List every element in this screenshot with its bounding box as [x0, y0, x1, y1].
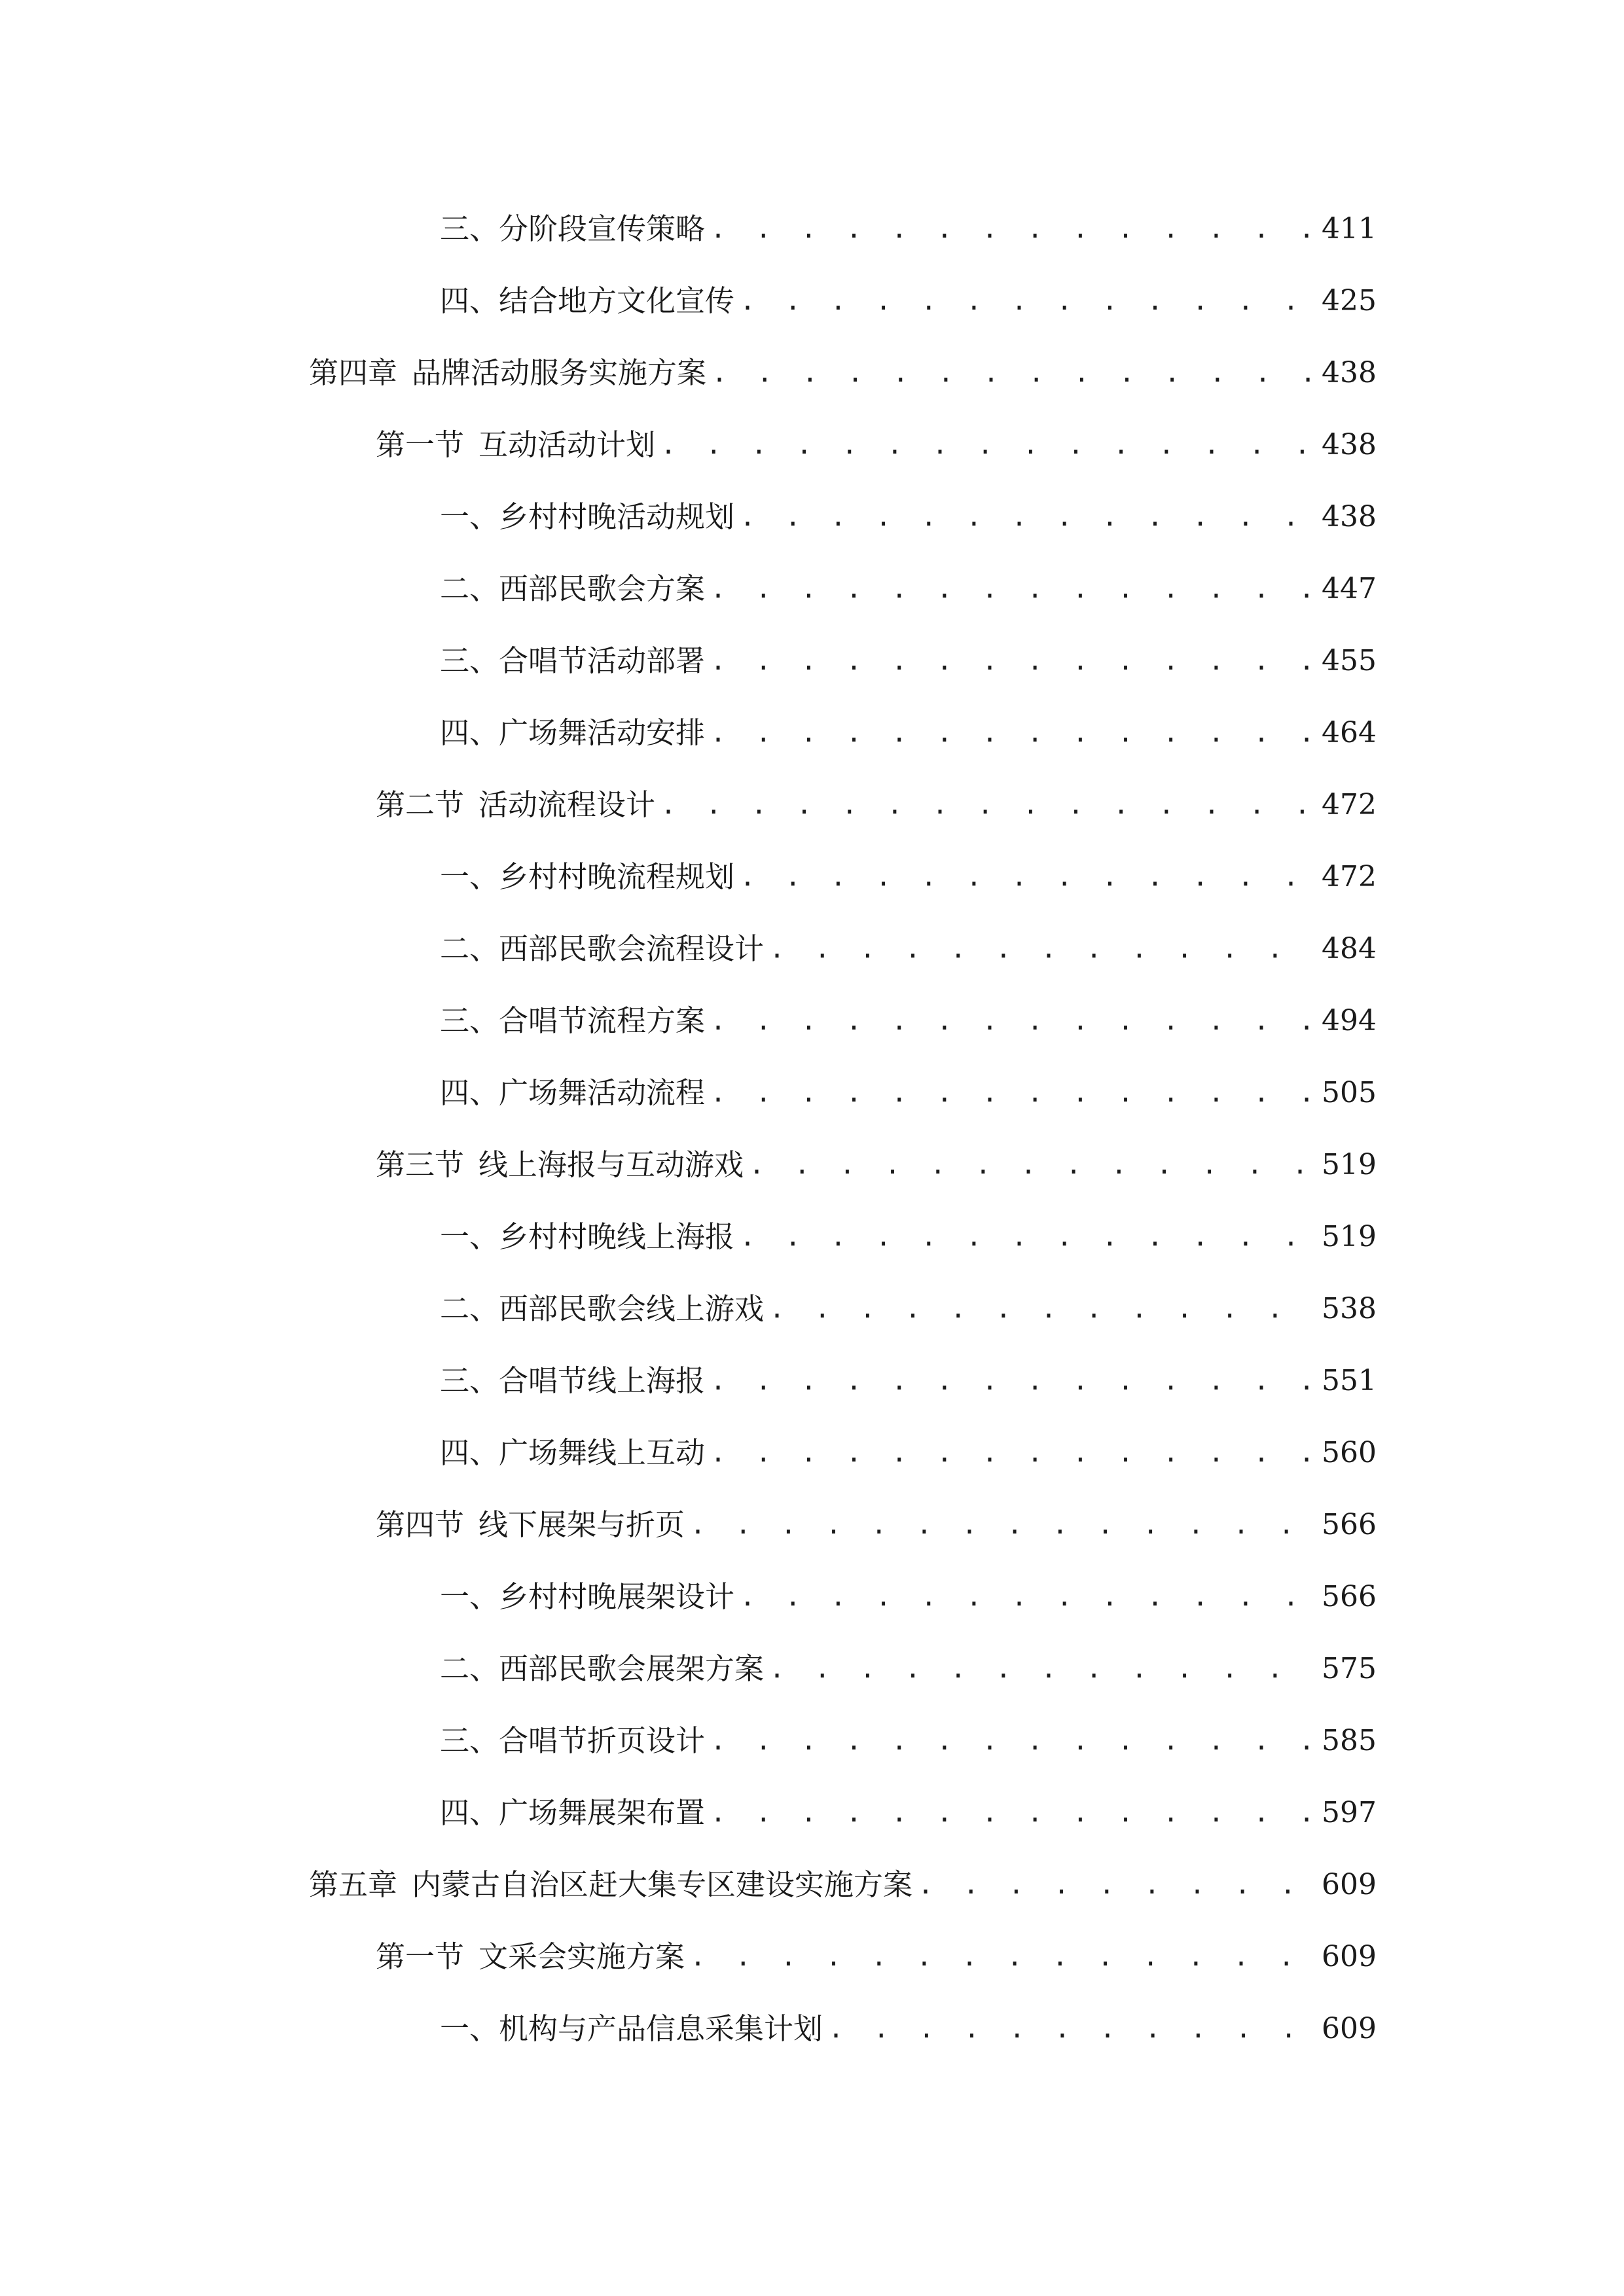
- toc-entry-page: 464: [1322, 716, 1377, 749]
- dot-leader: [740, 1211, 1312, 1263]
- toc-entry-page: 560: [1322, 1436, 1377, 1469]
- toc-entry-number: 一、: [440, 1579, 499, 1614]
- dot-leader: [710, 1787, 1312, 1839]
- toc-entry-number: 四、: [440, 1075, 499, 1110]
- dot-leader: [710, 563, 1312, 615]
- toc-entry-title: 广场舞活动流程: [499, 1075, 706, 1110]
- toc-entry-title: 内蒙古自治区赶大集专区建设实施方案: [412, 1867, 913, 1902]
- toc-entry-number: 一、: [440, 2011, 499, 2046]
- toc-entry[interactable]: [440, 1643, 1377, 1695]
- dot-leader: [710, 203, 1312, 255]
- toc-section-entry[interactable]: [376, 1499, 1377, 1551]
- toc-entry-number: 三、: [440, 1003, 499, 1038]
- toc-entry-number: 三、: [440, 1363, 499, 1398]
- toc-entry-page: 425: [1322, 284, 1377, 317]
- toc-entry-number: 二、: [440, 1651, 499, 1686]
- toc-entry-number: 第四章: [309, 355, 398, 390]
- dot-leader: [710, 995, 1312, 1047]
- dot-leader: [712, 347, 1312, 399]
- toc-entry-title: 活动流程设计: [478, 787, 656, 822]
- toc-entry-title: 乡村村晚流程规划: [499, 859, 735, 894]
- toc-entry[interactable]: [440, 851, 1377, 903]
- toc-entry-title: 广场舞活动安排: [499, 715, 706, 750]
- toc-entry[interactable]: [440, 563, 1377, 615]
- toc-entry-number: 第三节: [376, 1147, 465, 1182]
- dot-leader: [740, 851, 1312, 903]
- toc-entry-title: 结合地方文化宣传: [499, 283, 735, 318]
- toc-entry-page: 585: [1322, 1724, 1377, 1757]
- toc-entry-number: 第五章: [309, 1867, 398, 1902]
- dot-leader: [740, 1571, 1312, 1623]
- toc-entry-page: 438: [1322, 428, 1377, 461]
- dot-leader: [740, 275, 1312, 327]
- toc-entry[interactable]: [440, 1571, 1377, 1623]
- toc-section-entry[interactable]: [376, 1931, 1377, 1983]
- toc-entry-title: 互动活动计划: [478, 427, 656, 462]
- toc-entry-number: 四、: [440, 715, 499, 750]
- toc-entry-page: 411: [1322, 212, 1377, 245]
- toc-entry-number: 三、: [440, 643, 499, 678]
- toc-entry-page: 484: [1322, 932, 1377, 965]
- toc-entry-page: 609: [1322, 1940, 1377, 1973]
- toc-entry-number: 四、: [440, 1795, 499, 1830]
- toc-entry-page: 538: [1322, 1292, 1377, 1325]
- dot-leader: [660, 419, 1312, 471]
- toc-entry-page: 566: [1322, 1580, 1377, 1613]
- toc-entry[interactable]: [440, 707, 1377, 759]
- toc-entry-title: 合唱节折页设计: [499, 1723, 706, 1758]
- toc-entry-title: 乡村村晚活动规划: [499, 499, 735, 534]
- toc-section-entry[interactable]: [376, 779, 1377, 831]
- toc-entry-number: 二、: [440, 1291, 499, 1326]
- toc-entry-title: 文采会实施方案: [478, 1939, 685, 1974]
- toc-entry-title: 合唱节线上海报: [499, 1363, 706, 1398]
- toc-entry-page: 597: [1322, 1796, 1377, 1829]
- toc-entry-page: 438: [1322, 500, 1377, 533]
- dot-leader: [749, 1139, 1312, 1191]
- dot-leader: [710, 1067, 1312, 1119]
- toc-entry-title: 分阶段宣传策略: [499, 211, 706, 246]
- toc-entry-title: 西部民歌会流程设计: [499, 931, 765, 966]
- toc-entry-number: 四、: [440, 1435, 499, 1470]
- toc-section-entry[interactable]: [376, 419, 1377, 471]
- toc-chapter-entry[interactable]: [309, 1859, 1377, 1911]
- toc-entry-page: 609: [1322, 1868, 1377, 1901]
- toc-entry-page: 519: [1322, 1220, 1377, 1253]
- toc-entry-number: 第一节: [376, 427, 465, 462]
- toc-entry-page: 494: [1322, 1004, 1377, 1037]
- toc-entry-number: 第一节: [376, 1939, 465, 1974]
- toc-entry-number: 一、: [440, 1219, 499, 1254]
- dot-leader: [918, 1859, 1312, 1911]
- dot-leader: [710, 635, 1312, 687]
- toc-entry-number: 三、: [440, 211, 499, 246]
- toc-entry-page: 472: [1322, 860, 1377, 893]
- toc-entry-page: 438: [1322, 356, 1377, 389]
- toc-entry-page: 519: [1322, 1148, 1377, 1181]
- toc-entry-number: 三、: [440, 1723, 499, 1758]
- toc-entry-page: 575: [1322, 1652, 1377, 1685]
- toc-entry-number: 四、: [440, 283, 499, 318]
- toc-entry[interactable]: [440, 1067, 1377, 1119]
- toc-entry-title: 线下展架与折页: [478, 1507, 685, 1542]
- dot-leader: [769, 923, 1312, 975]
- toc-entry-title: 西部民歌会展架方案: [499, 1651, 765, 1686]
- toc-entry-page: 447: [1322, 572, 1377, 605]
- toc-entry-number: 二、: [440, 571, 499, 606]
- toc-entry-title: 线上海报与互动游戏: [478, 1147, 744, 1182]
- dot-leader: [740, 491, 1312, 543]
- toc-entry-number: 二、: [440, 931, 499, 966]
- toc-entry[interactable]: [440, 1211, 1377, 1263]
- toc-entry-page: 455: [1322, 644, 1377, 677]
- toc-entry[interactable]: [440, 1427, 1377, 1479]
- toc-entry-page: 551: [1322, 1364, 1377, 1397]
- toc-entry-title: 广场舞展架布置: [499, 1795, 706, 1830]
- toc-entry-page: 505: [1322, 1076, 1377, 1109]
- toc-entry-title: 广场舞线上互动: [499, 1435, 706, 1470]
- dot-leader: [769, 1643, 1312, 1695]
- dot-leader: [710, 1715, 1312, 1767]
- toc-section-entry[interactable]: [376, 1139, 1377, 1191]
- dot-leader: [828, 2003, 1312, 2055]
- toc-entry-title: 合唱节活动部署: [499, 643, 706, 678]
- toc-entry-title: 西部民歌会线上游戏: [499, 1291, 765, 1326]
- toc-entry-number: 一、: [440, 499, 499, 534]
- toc-entry-title: 合唱节流程方案: [499, 1003, 706, 1038]
- toc-entry[interactable]: [440, 1355, 1377, 1407]
- dot-leader: [690, 1931, 1312, 1983]
- toc-entry[interactable]: [440, 491, 1377, 543]
- toc-entry[interactable]: [440, 203, 1377, 255]
- toc-entry[interactable]: [440, 2003, 1377, 2055]
- toc-entry[interactable]: [440, 635, 1377, 687]
- toc-entry-title: 品牌活动服务实施方案: [412, 355, 707, 390]
- toc-entry-number: 第四节: [376, 1507, 465, 1542]
- toc-entry[interactable]: [440, 275, 1377, 327]
- dot-leader: [769, 1283, 1312, 1335]
- toc-entry-title: 西部民歌会方案: [499, 571, 706, 606]
- toc-entry-title: 乡村村晚线上海报: [499, 1219, 735, 1254]
- toc-entry[interactable]: [440, 923, 1377, 975]
- toc-entry[interactable]: [440, 1787, 1377, 1839]
- toc-entry[interactable]: [440, 995, 1377, 1047]
- toc-entry-page: 566: [1322, 1508, 1377, 1541]
- toc-entry-title: 机构与产品信息采集计划: [499, 2011, 823, 2046]
- dot-leader: [710, 707, 1312, 759]
- dot-leader: [660, 779, 1312, 831]
- toc-entry-title: 乡村村晚展架设计: [499, 1579, 735, 1614]
- dot-leader: [710, 1355, 1312, 1407]
- toc-entry[interactable]: [440, 1715, 1377, 1767]
- toc-entry-number: 第二节: [376, 787, 465, 822]
- toc-entry-number: 一、: [440, 859, 499, 894]
- toc-entry-page: 609: [1322, 2012, 1377, 2045]
- toc-chapter-entry[interactable]: [309, 347, 1377, 399]
- dot-leader: [690, 1499, 1312, 1551]
- toc-entry[interactable]: [440, 1283, 1377, 1335]
- dot-leader: [710, 1427, 1312, 1479]
- toc-entry-page: 472: [1322, 788, 1377, 821]
